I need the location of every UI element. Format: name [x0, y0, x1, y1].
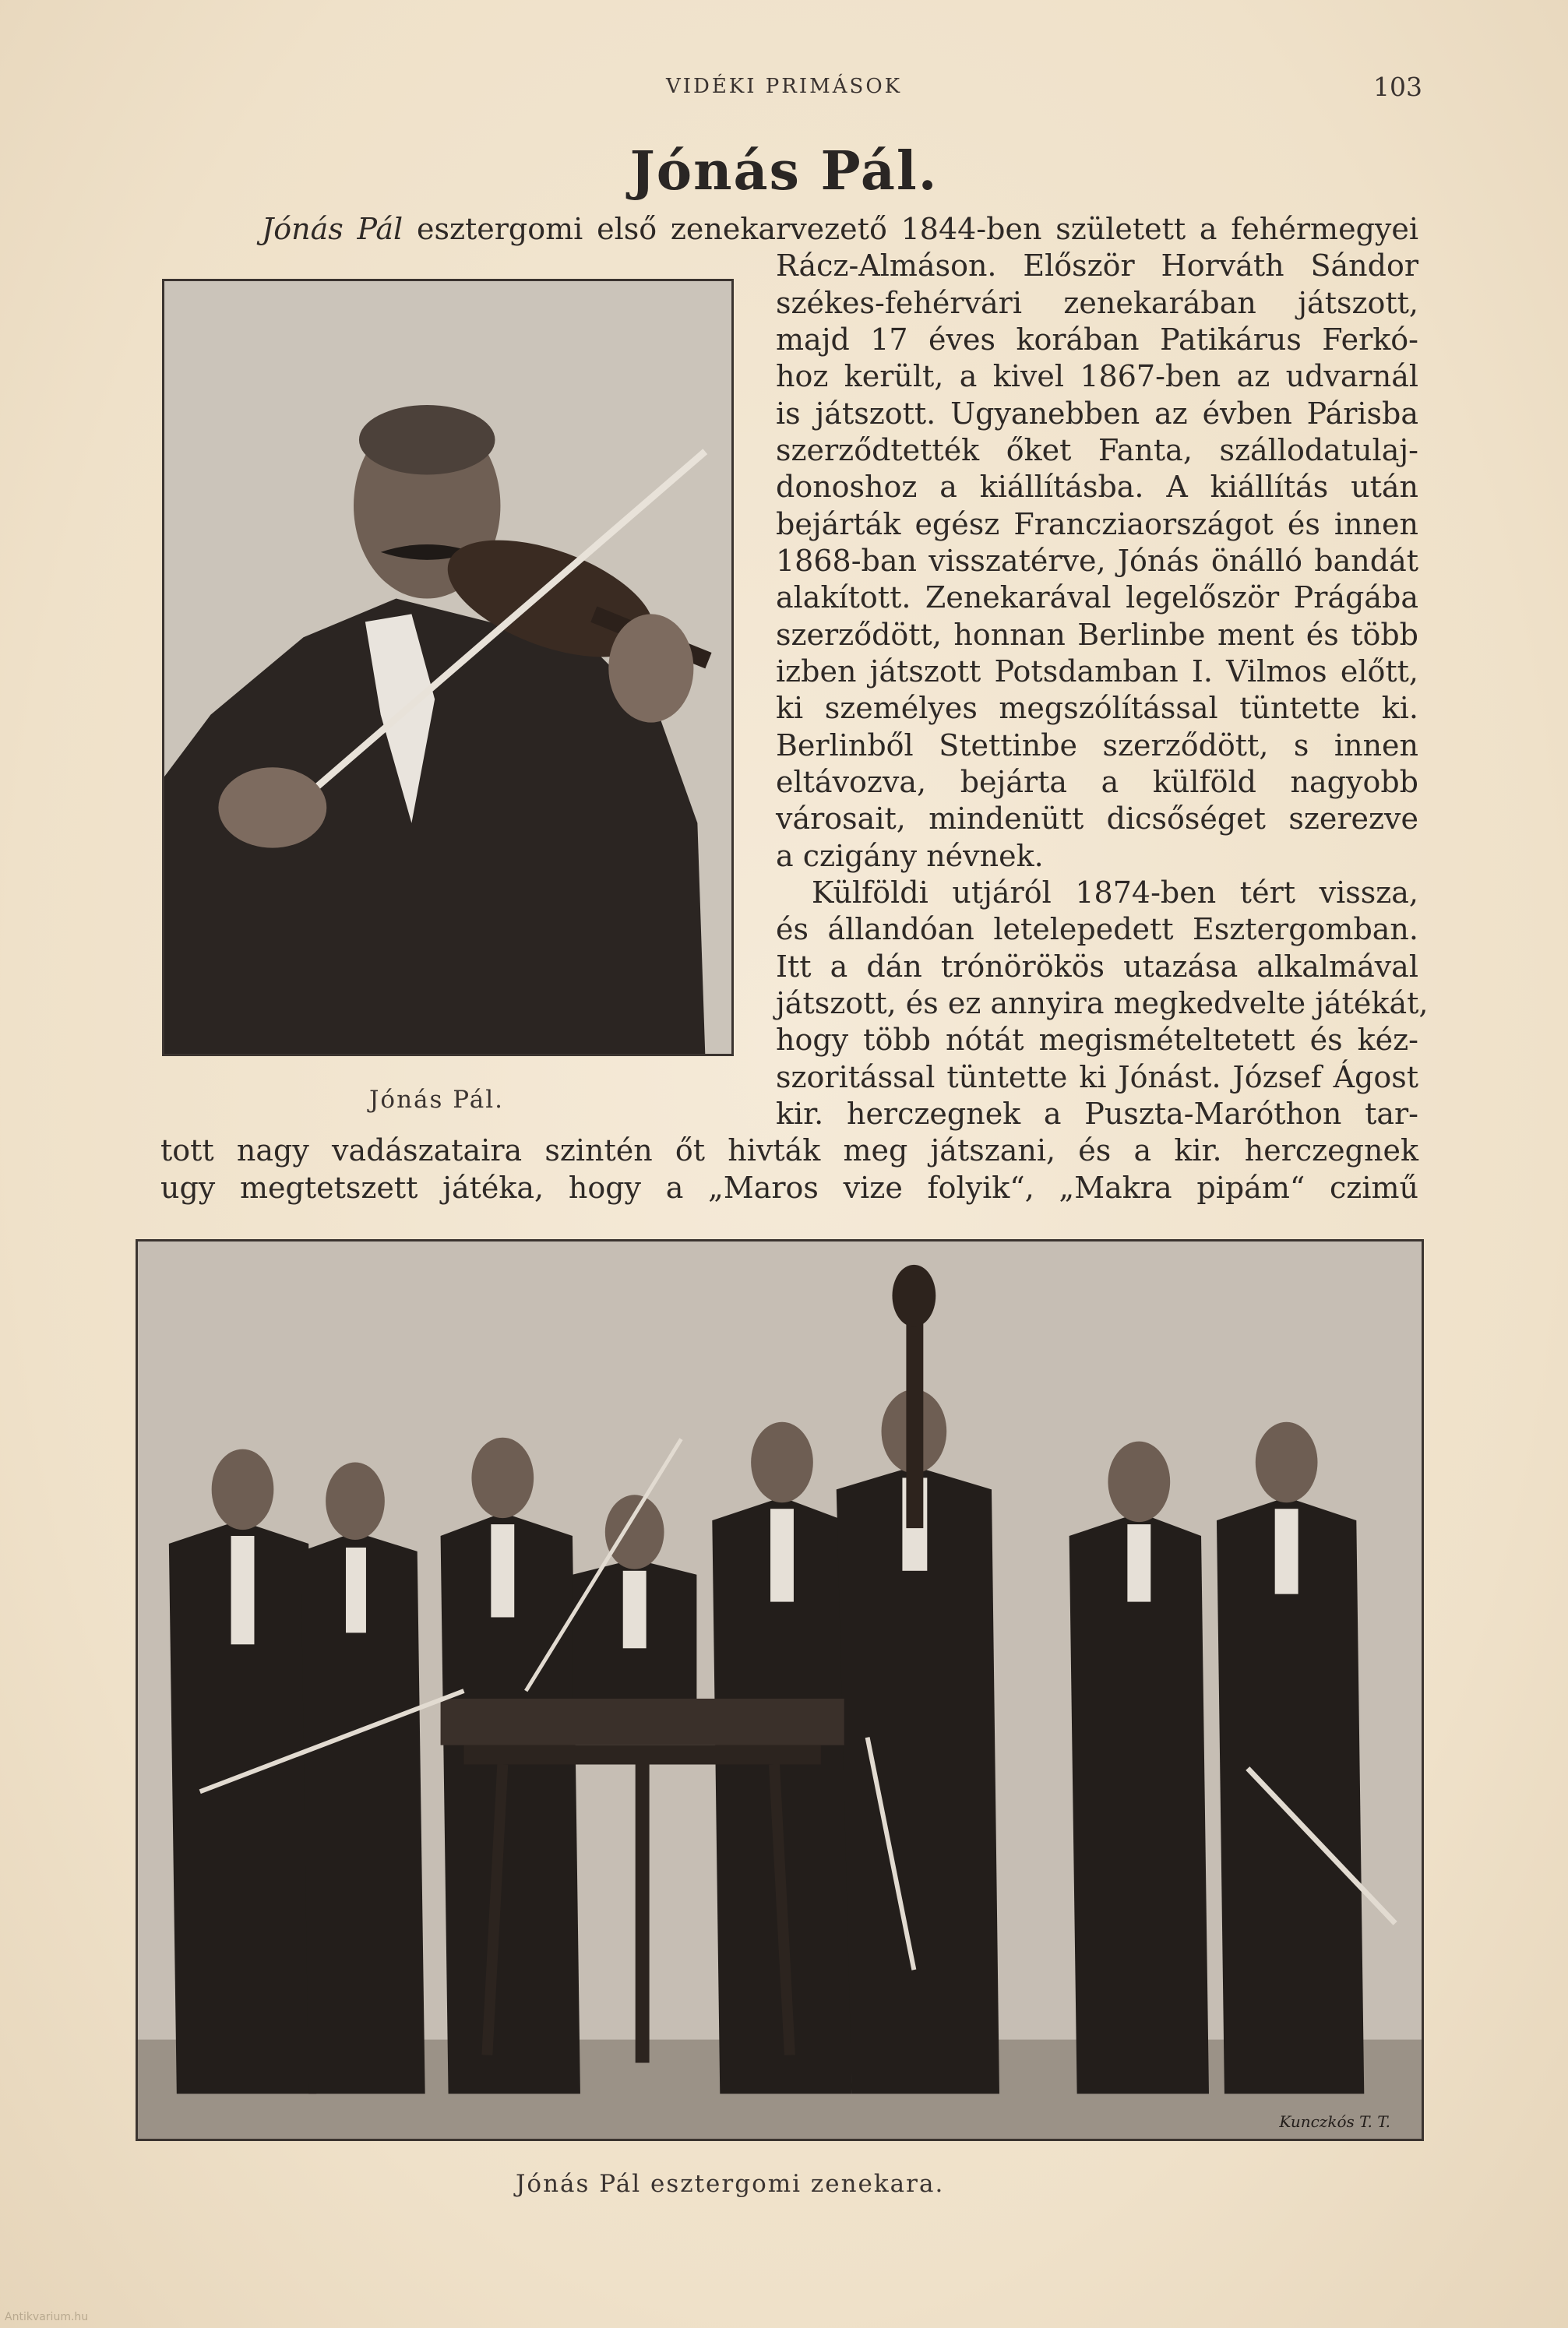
text-line: hogy több nótát megismételtetett és kéz- — [776, 1023, 1418, 1057]
text-line-1-rest: esztergomi első zenekarvezető 1844-ben született a fehérmegyei — [403, 212, 1419, 246]
text-line: szerződött, honnan Berlinbe ment és több — [776, 618, 1418, 652]
text-line: a czigány névnek. — [776, 839, 1044, 873]
running-title: VIDÉKI PRIMÁSOK — [665, 75, 903, 98]
text-line: alakított. Zenekarával legelőször Prágába — [776, 580, 1418, 615]
text-line: Rácz-Almáson. Először Horváth Sándor — [776, 248, 1418, 283]
text-line: majd 17 éves korában Patikárus Ferkó- — [776, 322, 1418, 357]
text-line: hoz került, a kivel 1867-ben az udvarnál — [776, 359, 1418, 393]
text-line: szoritással tüntette ki Jónást. József Ágost — [776, 1060, 1418, 1094]
text-line: ki személyes megszólítással tüntette ki. — [776, 691, 1418, 725]
page-number: 103 — [1373, 72, 1422, 102]
band-caption: Jónás Pál esztergomi zenekara. — [516, 2170, 945, 2198]
text-line: szerződtették őket Fanta, szállodatulaj- — [776, 433, 1418, 467]
text-line: székes-fehérvári zenekarában játszott, — [776, 286, 1418, 320]
text-line: városait, mindenütt dicsőséget szerezve — [776, 801, 1418, 836]
text-line: eltávozva, bejárta a külföld nagyobb — [776, 765, 1418, 799]
text-line: izben játszott Potsdamban I. Vilmos előtt, — [776, 654, 1418, 689]
band-group-illustration — [138, 1241, 1422, 2139]
text-line: 1868-ban visszatérve, Jónás önálló bandát — [776, 544, 1418, 578]
photographer-signature: Kunczkós T. T. — [1279, 2112, 1390, 2131]
article-title: Jónás Pál. — [629, 140, 939, 203]
text-line: Berlinből Stettinbe szerződött, s innen — [776, 728, 1418, 762]
text-line: tott nagy vadászataira szintén őt hivták meg játszani, és a kir. herczegnek — [160, 1133, 1418, 1168]
text-line: kir. herczegnek a Puszta-Maróthon tar- — [776, 1097, 1418, 1131]
text-line: is játszott. Ugyanebben az évben Párisba — [776, 396, 1418, 431]
text-line: ugy megtetszett játéka, hogy a „Maros vize folyik“, „Makra pipám“ czimű — [160, 1171, 1418, 1205]
text-line: donoshoz a kiállításba. A kiállítás után — [776, 470, 1418, 504]
text-line: bejárták egész Francziaországot és innen — [776, 507, 1418, 541]
violinist-illustration — [164, 281, 731, 1054]
portrait-caption: Jónás Pál. — [369, 1086, 505, 1114]
text-line: Itt a dán trónörökös utazása alkalmával — [776, 949, 1418, 984]
band-photo — [136, 1239, 1424, 2141]
text-line-paragraph-start: Külföldi utjáról 1874-ben tért vissza, — [812, 875, 1418, 910]
text-line-1 — [262, 211, 1418, 248]
text-line: játszott, és ez annyira megkedvelte játékát, — [776, 986, 1429, 1020]
watermark: Antikvarium.hu — [5, 2311, 89, 2323]
portrait-photo — [162, 279, 734, 1056]
author-name-italic: Jónás Pál — [262, 212, 403, 246]
text-line: és állandóan letelepedett Esztergomban. — [776, 912, 1418, 946]
